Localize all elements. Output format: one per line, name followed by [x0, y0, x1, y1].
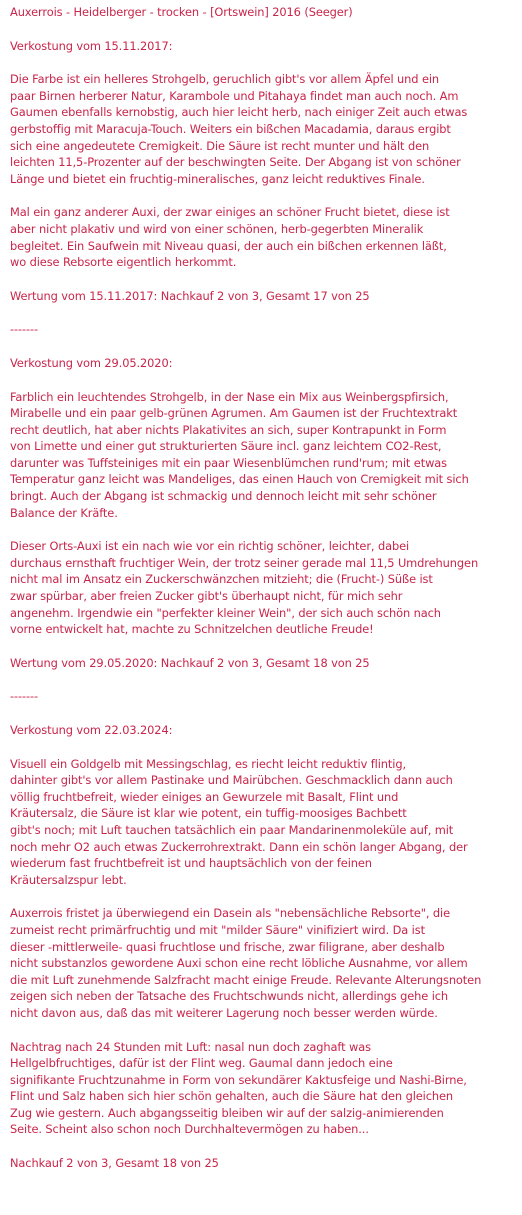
- separator-1: -------: [10, 322, 39, 337]
- tasting-3-rating: Nachkauf 2 von 3, Gesamt 18 von 25: [10, 1156, 219, 1171]
- tasting-3-heading: Verkostung vom 22.03.2024:: [10, 723, 173, 737]
- tasting-2-rating: Wertung vom 29.05.2020: Nachkauf 2 von 3, Gesamt 18 von 25: [10, 655, 370, 670]
- tasting-2-heading: Verkostung vom 29.05.2020:: [10, 355, 173, 370]
- tasting-1-rating: Wertung vom 15.11.2017: Nachkauf 2 von 3, Gesamt 17 von 25: [10, 288, 370, 303]
- wine-title: Auxerrois - Heidelberger - trocken - [Ortswein] 2016 (Seeger): [10, 5, 353, 19]
- tasting-1-paragraph-1: Die Farbe ist ein helleres Strohgelb, geruchlich gibt's vor allem Äpfel und ein paar Birnen herberer Natur, Karambole und Pitahaya findet man auch noch. Am Gaumen ebenfalls kernobstig, auch hier leicht herb, nach einiger Zeit auch etwas gerbstoffig mit Maracuja-Touch. Weiters ein bißchen Macadamia, daraus ergibt sich eine angedeutete Cremigkeit. Die Säure ist recht munter und hält den leichten 11,5-Prozenter auf der beschwingten Seite. Der Abgang ist von schöner Länge und bietet ein fruchtig-mineralisches, ganz leicht reduktives Finale.: [10, 72, 468, 186]
- tasting-3-paragraph-2: Auxerrois fristet ja überwiegend ein Dasein als "nebensächliche Rebsorte", die zumeist recht primärfruchtig und mit "milder Säure" vinifiziert wird. Da ist dieser -mittlerweile- quasi fruchtlose und frische, zwar filigrane, aber deshalb nicht substanzlos gewordene Auxi schon eine recht löbliche Ausnahme, vor allem die mit Luft zunehmende Salzfracht macht einige Freude. Relevante Alterungsnoten zeigen sich neben der Tatsache des Fruchtschwunds nicht, allerdings gehe ich nicht davon aus, daß das mit weiterer Lagerung noch besser werden würde.: [10, 906, 482, 1020]
- tasting-2-paragraph-2: Dieser Orts-Auxi ist ein nach wie vor ein richtig schöner, leichter, dabei durchaus ernsthaft fruchtiger Wein, der trotz seiner gerade mal 11,5 Umdrehungen nicht mal im Ansatz ein Zuckerschwänzchen mitzieht; die (Frucht-) Süße ist zwar spürbar, aber freien Zucker gibt's überhaupt nicht, für mich sehr angenehm. Irgendwie ein "perfekter kleiner Wein", der sich auch schön nach vorne entwickelt hat, machte zu Schnitzelchen deutliche Freude!: [10, 539, 479, 637]
- tasting-3-paragraph-3: Nachtrag nach 24 Stunden mit Luft: nasal nun doch zaghaft was Hellgelbfruchtiges, dafür ist der Flint weg. Gaumal dann jedoch eine signifikante Fruchtzunahme in Form von sekundärer Kaktusfeige und Nashi-Birne, Flint und Salz haben sich hier schön gehalten, auch die Säure hat den gleichen Zug wie gestern. Auch abgangsseitig bleiben wir auf der salzig-animierenden Seite. Scheint also schon noch Durchhaltevermögen zu haben...: [10, 1039, 467, 1137]
- tasting-3-paragraph-1: Visuell ein Goldgelb mit Messingschlag, es riecht leicht reduktiv flintig, dahinter gibt's vor allem Pastinake und Mairübchen. Geschmacklich dann auch völlig fruchtbefreit, wieder einiges an Gewurzele mit Basalt, Flint und Kräutersalz, die Säure ist klar wie potent, ein tuffig-moosiges Bachbett gibt's noch; mit Luft tauchen tatsächlich ein paar Mandarinenmoleküle auf, mit noch mehr O2 auch etwas Zuckerrohrextrakt. Dann ein schön langer Abgang, der wiederum fast fruchtbefreit ist und hauptsächlich von der feinen Kräutersalzspur lebt.: [10, 756, 468, 887]
- tasting-2-paragraph-1: Farblich ein leuchtendes Strohgelb, in der Nase ein Mix aus Weinbergspfirsich, Mirabelle und ein paar gelb-grünen Agrumen. Am Gaumen ist der Fruchtextrakt recht deutlich, hat aber nichts Plakativites an sich, super Kontrapunkt in Form von Limette und einer gut strukturierten Säure incl. ganz leichtem CO2-Rest, darunter was Tuffsteiniges mit ein paar Wiesenblümchen rund'rum; mit etwas Temperatur ganz leicht was Mandeliges, das einen Hauch von Cremigkeit mit sich bringt. Auch der Abgang ist schmackig und dennoch leicht mit sehr schöner Balance der Kräfte.: [10, 389, 469, 520]
- separator-2: -------: [10, 689, 39, 704]
- tasting-notes-document: [10, 4, 520, 1189]
- tasting-1-paragraph-2: Mal ein ganz anderer Auxi, der zwar einiges an schöner Frucht bietet, diese ist aber nicht plakativ und wird von einer schönen, herb-gegerbten Mineralik begleitet. Ein Saufwein mit Niveau quasi, der auch ein bißchen erkennen läßt, wo diese Rebsorte eigentlich herkommt.: [10, 205, 450, 270]
- tasting-1-heading: Verkostung vom 15.11.2017:: [10, 38, 173, 53]
